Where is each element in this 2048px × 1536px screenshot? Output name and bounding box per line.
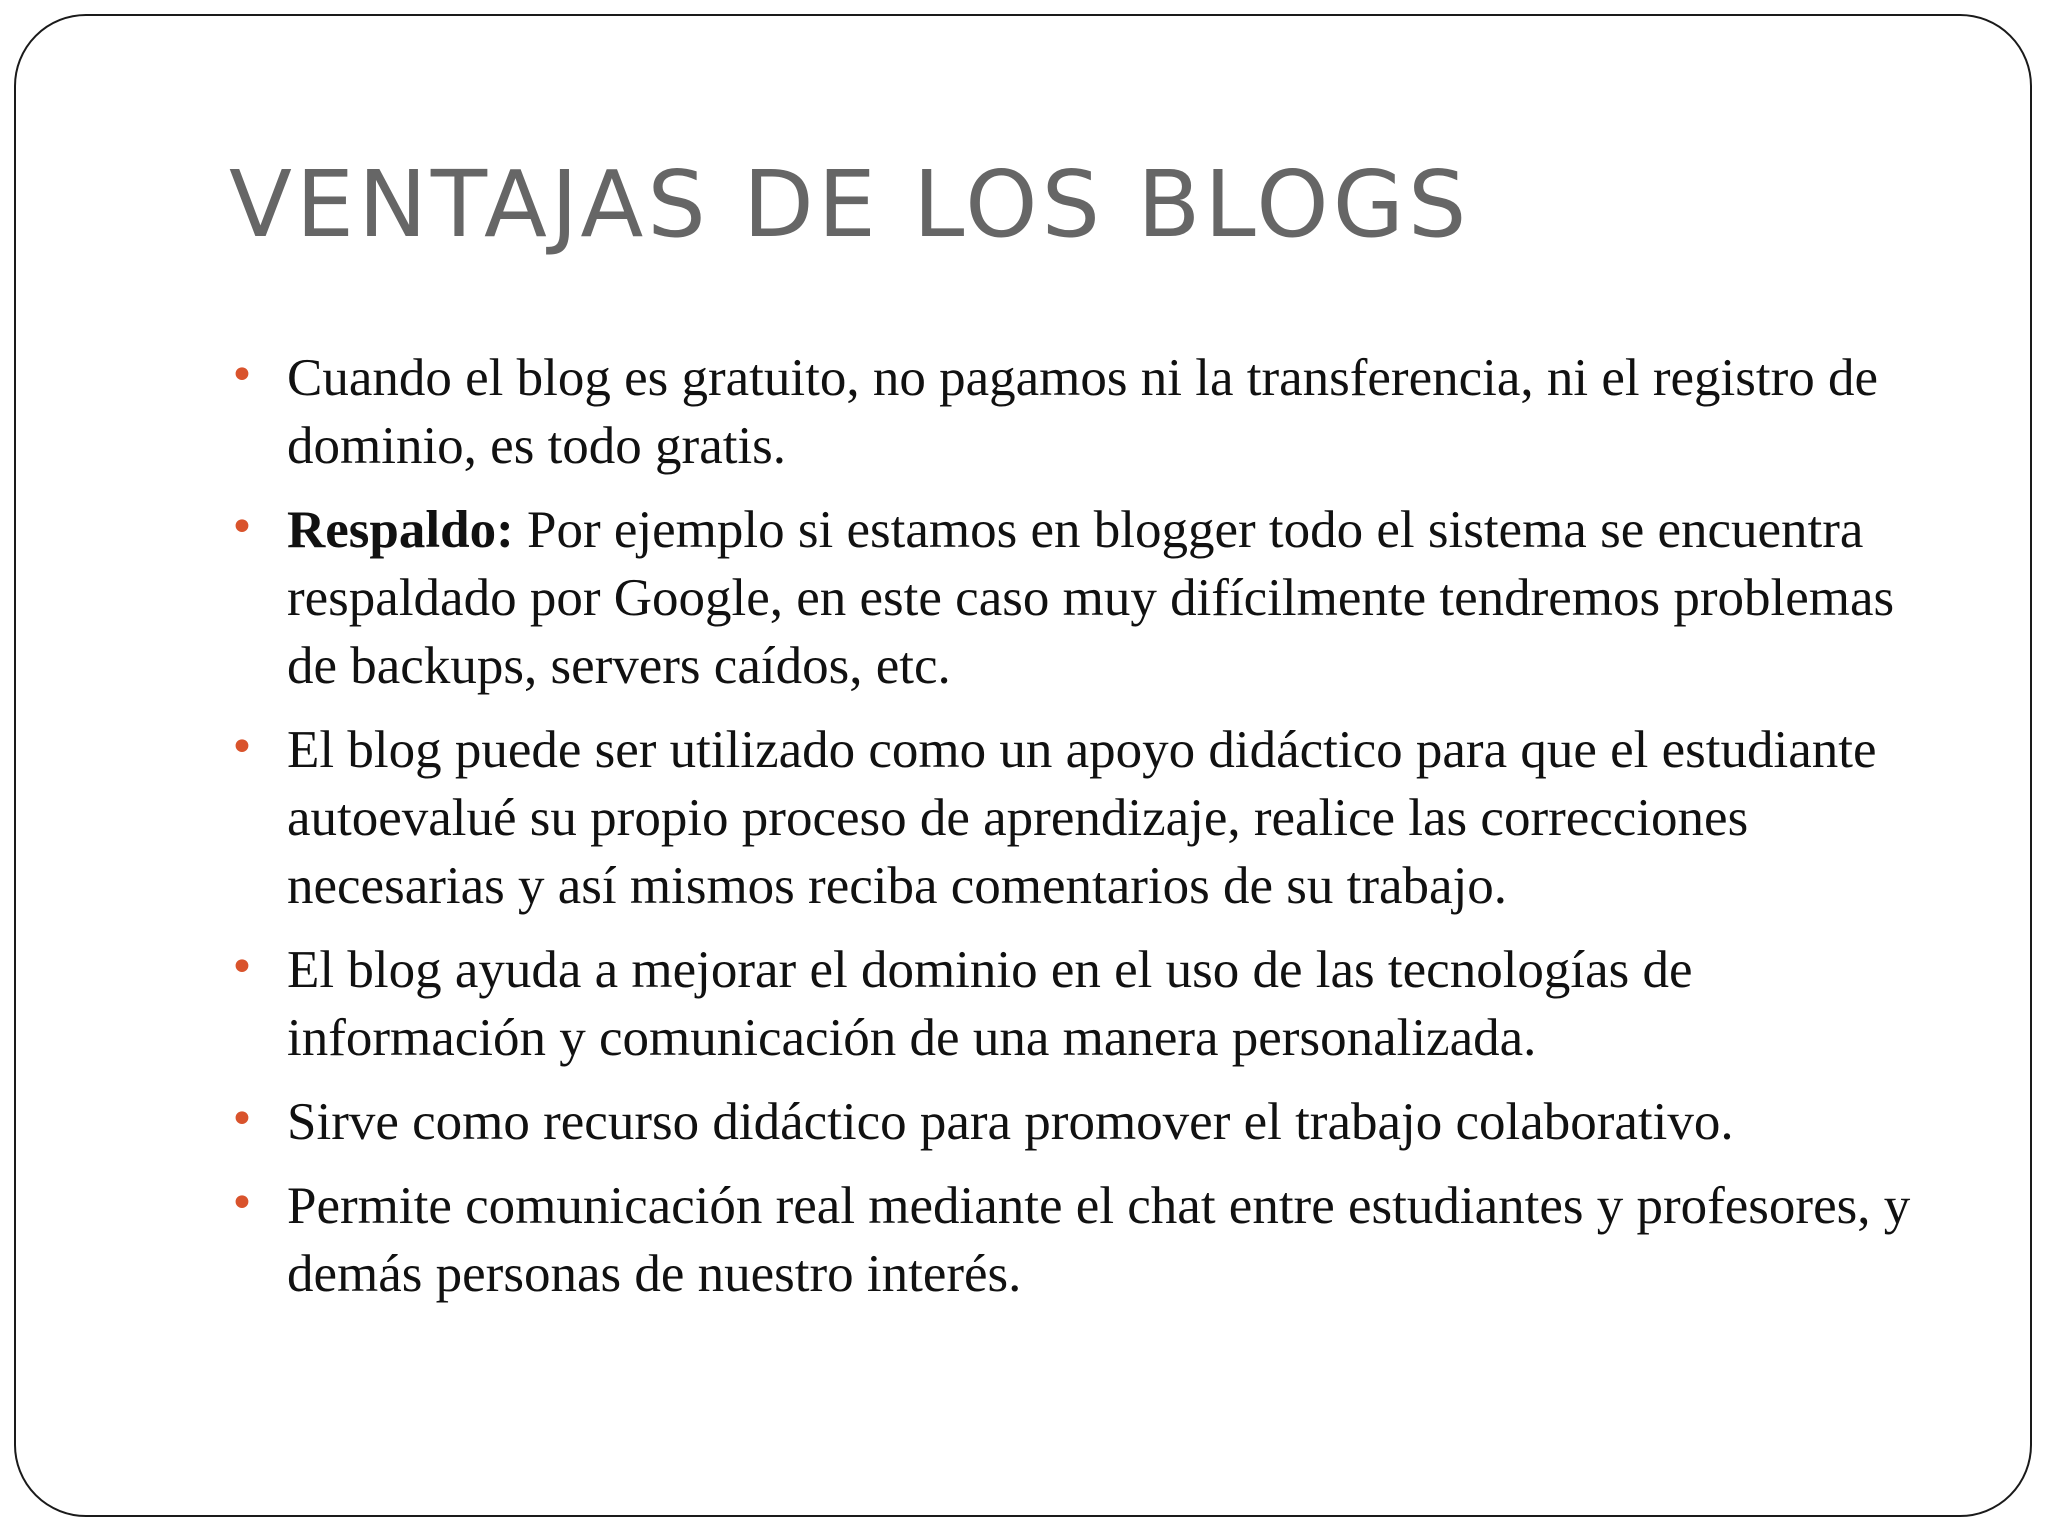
bullet-text: Sirve como recurso didáctico para promover el trabajo colaborativo. [287, 1093, 1734, 1151]
bullet-dot-icon: • [229, 722, 255, 773]
bullet-item-1 [229, 344, 1949, 480]
bullet-item-2 [229, 496, 1949, 700]
bullet-text: Por ejemplo si estamos en blogger todo el sistema se encuentra respaldado por Google, en este caso muy difícilmente tendremos problemas de backups, servers caídos, etc. [287, 501, 1895, 695]
bullet-item-5 [229, 1088, 1949, 1156]
bullet-text: El blog puede ser utilizado como un apoyo didáctico para que el estudiante autoevalué su propio proceso de aprendizaje, realice las correcciones necesarias y así mismos reciba comentarios de su trabajo. [287, 721, 1877, 915]
bullet-list [229, 344, 1949, 1324]
bullet-dot-icon: • [229, 942, 255, 993]
bullet-item-6 [229, 1172, 1949, 1308]
bullet-dot-icon: • [229, 502, 255, 553]
bullet-dot-icon: • [229, 1178, 255, 1229]
bullet-dot-icon: • [229, 1094, 255, 1145]
slide [14, 14, 2032, 1517]
bullet-item-3 [229, 716, 1949, 920]
bullet-dot-icon: • [229, 350, 255, 401]
bullet-item-4 [229, 936, 1949, 1072]
bullet-text: Cuando el blog es gratuito, no pagamos ni la transferencia, ni el registro de dominio, es todo gratis. [287, 349, 1879, 475]
bullet-lead: Respaldo: [287, 501, 514, 559]
slide-title: VENTAJAS DE LOS BLOGS [229, 151, 1471, 258]
bullet-text: El blog ayuda a mejorar el dominio en el uso de las tecnologías de información y comunicación de una manera personalizada. [287, 941, 1693, 1067]
bullet-text: Permite comunicación real mediante el chat entre estudiantes y profesores, y demás personas de nuestro interés. [287, 1177, 1911, 1303]
